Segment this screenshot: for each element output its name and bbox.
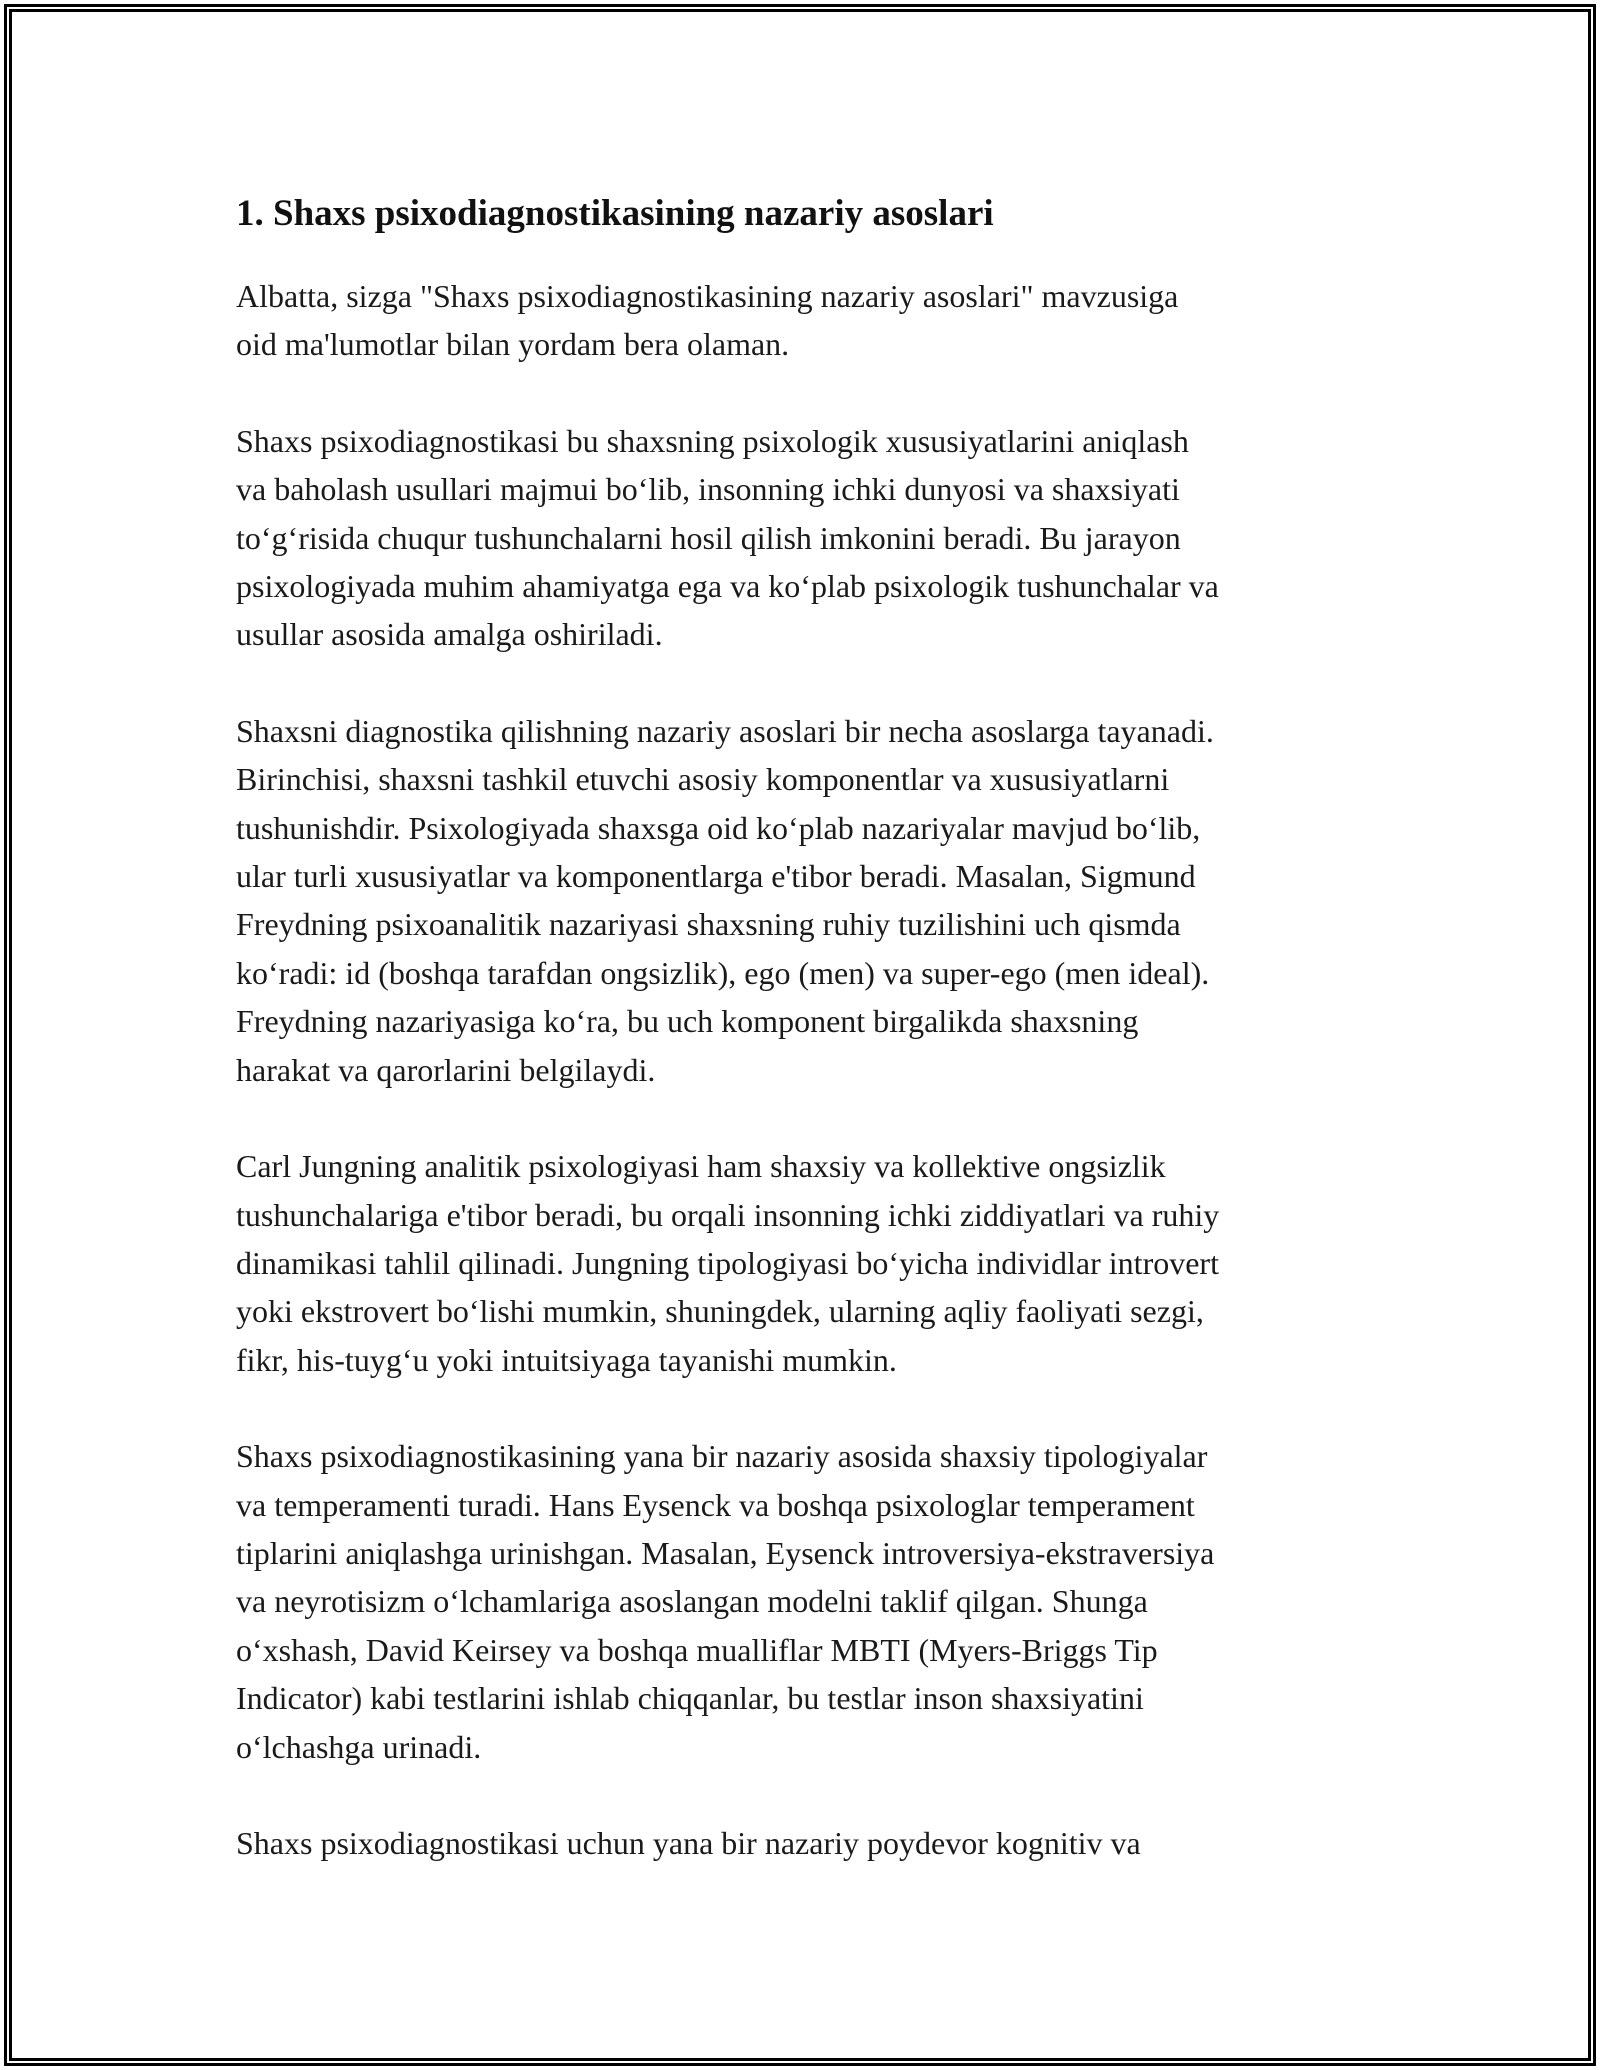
text-line: Albatta, sizga "Shaxs psixodiagnostikasining nazariy asoslari" mavzusiga [236,278,1179,314]
text-line: harakat va qarorlarini belgilaydi. [236,1051,656,1088]
text-line: Shaxs psixodiagnostikasining yana bir nazariy asosida shaxsiy tipologiyalar [236,1438,1208,1475]
document-body [236,186,1396,1915]
text-line: ular turli xususiyatlar va komponentlarga e'tibor beradi. Masalan, Sigmund [236,858,1196,895]
text-line: va neyrotisizm oʻlchamlariga asoslangan modelni taklif qilgan. Shunga [236,1583,1148,1620]
text-line: tushunchalariga e'tibor beradi, bu orqali insonning ichki ziddiyatlari va ruhiy [236,1196,1220,1233]
text-line: Shaxsni diagnostika qilishning nazariy asoslari bir necha asoslarga tayanadi. [236,712,1214,749]
paragraph-freud [236,707,1396,1094]
paragraph-definition [236,417,1396,659]
text-line: Carl Jungning analitik psixologiyasi ham shaxsiy va kollektive ongsizlik [236,1148,1166,1185]
text-line: oʻlchashga urinadi. [236,1728,482,1765]
text-line: yoki ekstrovert boʻlishi mumkin, shuningdek, ularning aqliy faoliyati sezgi, [236,1293,1204,1330]
text-line: tushunishdir. Psixologiyada shaxsga oid koʻplab nazariyalar mavjud boʻlib, [236,809,1201,846]
text-line: Shaxs psixodiagnostikasi bu shaxsning psixologik xususiyatlarini aniqlash [236,422,1189,459]
text-line: Birinchisi, shaxsni tashkil etuvchi asosiy komponentlar va xususiyatlarni [236,761,1170,798]
text-line: Freydning nazariyasiga koʻra, bu uch komponent birgalikda shaxsning [236,1003,1139,1040]
text-line: dinamikasi tahlil qilinadi. Jungning tipologiyasi boʻyicha individlar introvert [236,1244,1219,1281]
text-line: Shaxs psixodiagnostikasi uchun yana bir nazariy poydevor kognitiv va [236,1824,1141,1861]
text-line: oʻxshash, David Keirsey va boshqa mualliflar MBTI (Myers-Briggs Tip [236,1631,1158,1668]
text-line: usullar asosida amalga oshiriladi. [236,616,663,653]
text-line: tiplarini aniqlashga urinishgan. Masalan, Eysenck introversiya-ekstraversiya [236,1534,1215,1571]
paragraph-jung [236,1142,1396,1384]
section-heading: 1. Shaxs psixodiagnostikasining nazariy asoslari [236,193,994,234]
text-line: toʻgʻrisida chuqur tushunchalarni hosil qilish imkonini beradi. Bu jarayon [236,519,1181,556]
text-line: Freydning psixoanalitik nazariyasi shaxsning ruhiy tuzilishini uch qismda [236,906,1181,943]
paragraph-cognitive [236,1819,1396,1867]
text-line: va baholash usullari majmui boʻlib, insonning ichki dunyosi va shaxsiyati [236,471,1180,508]
text-line: koʻradi: id (boshqa tarafdan ongsizlik), ego (men) va super-ego (men ideal). [236,954,1210,991]
text-line: va temperamenti turadi. Hans Eysenck va boshqa psixologlar temperament [236,1486,1195,1523]
text-line: psixologiyada muhim ahamiyatga ega va koʻplab psixologik tushunchalar va [236,568,1219,605]
text-line: fikr, his-tuygʻu yoki intuitsiyaga tayanishi mumkin. [236,1341,897,1378]
text-line: oid ma'lumotlar bilan yordam bera olaman. [236,326,790,363]
text-line: Indicator) kabi testlarini ishlab chiqqanlar, bu testlar inson shaxsiyatini [236,1680,1144,1717]
paragraph-eysenck [236,1432,1396,1771]
paragraph-intro [236,272,1396,369]
